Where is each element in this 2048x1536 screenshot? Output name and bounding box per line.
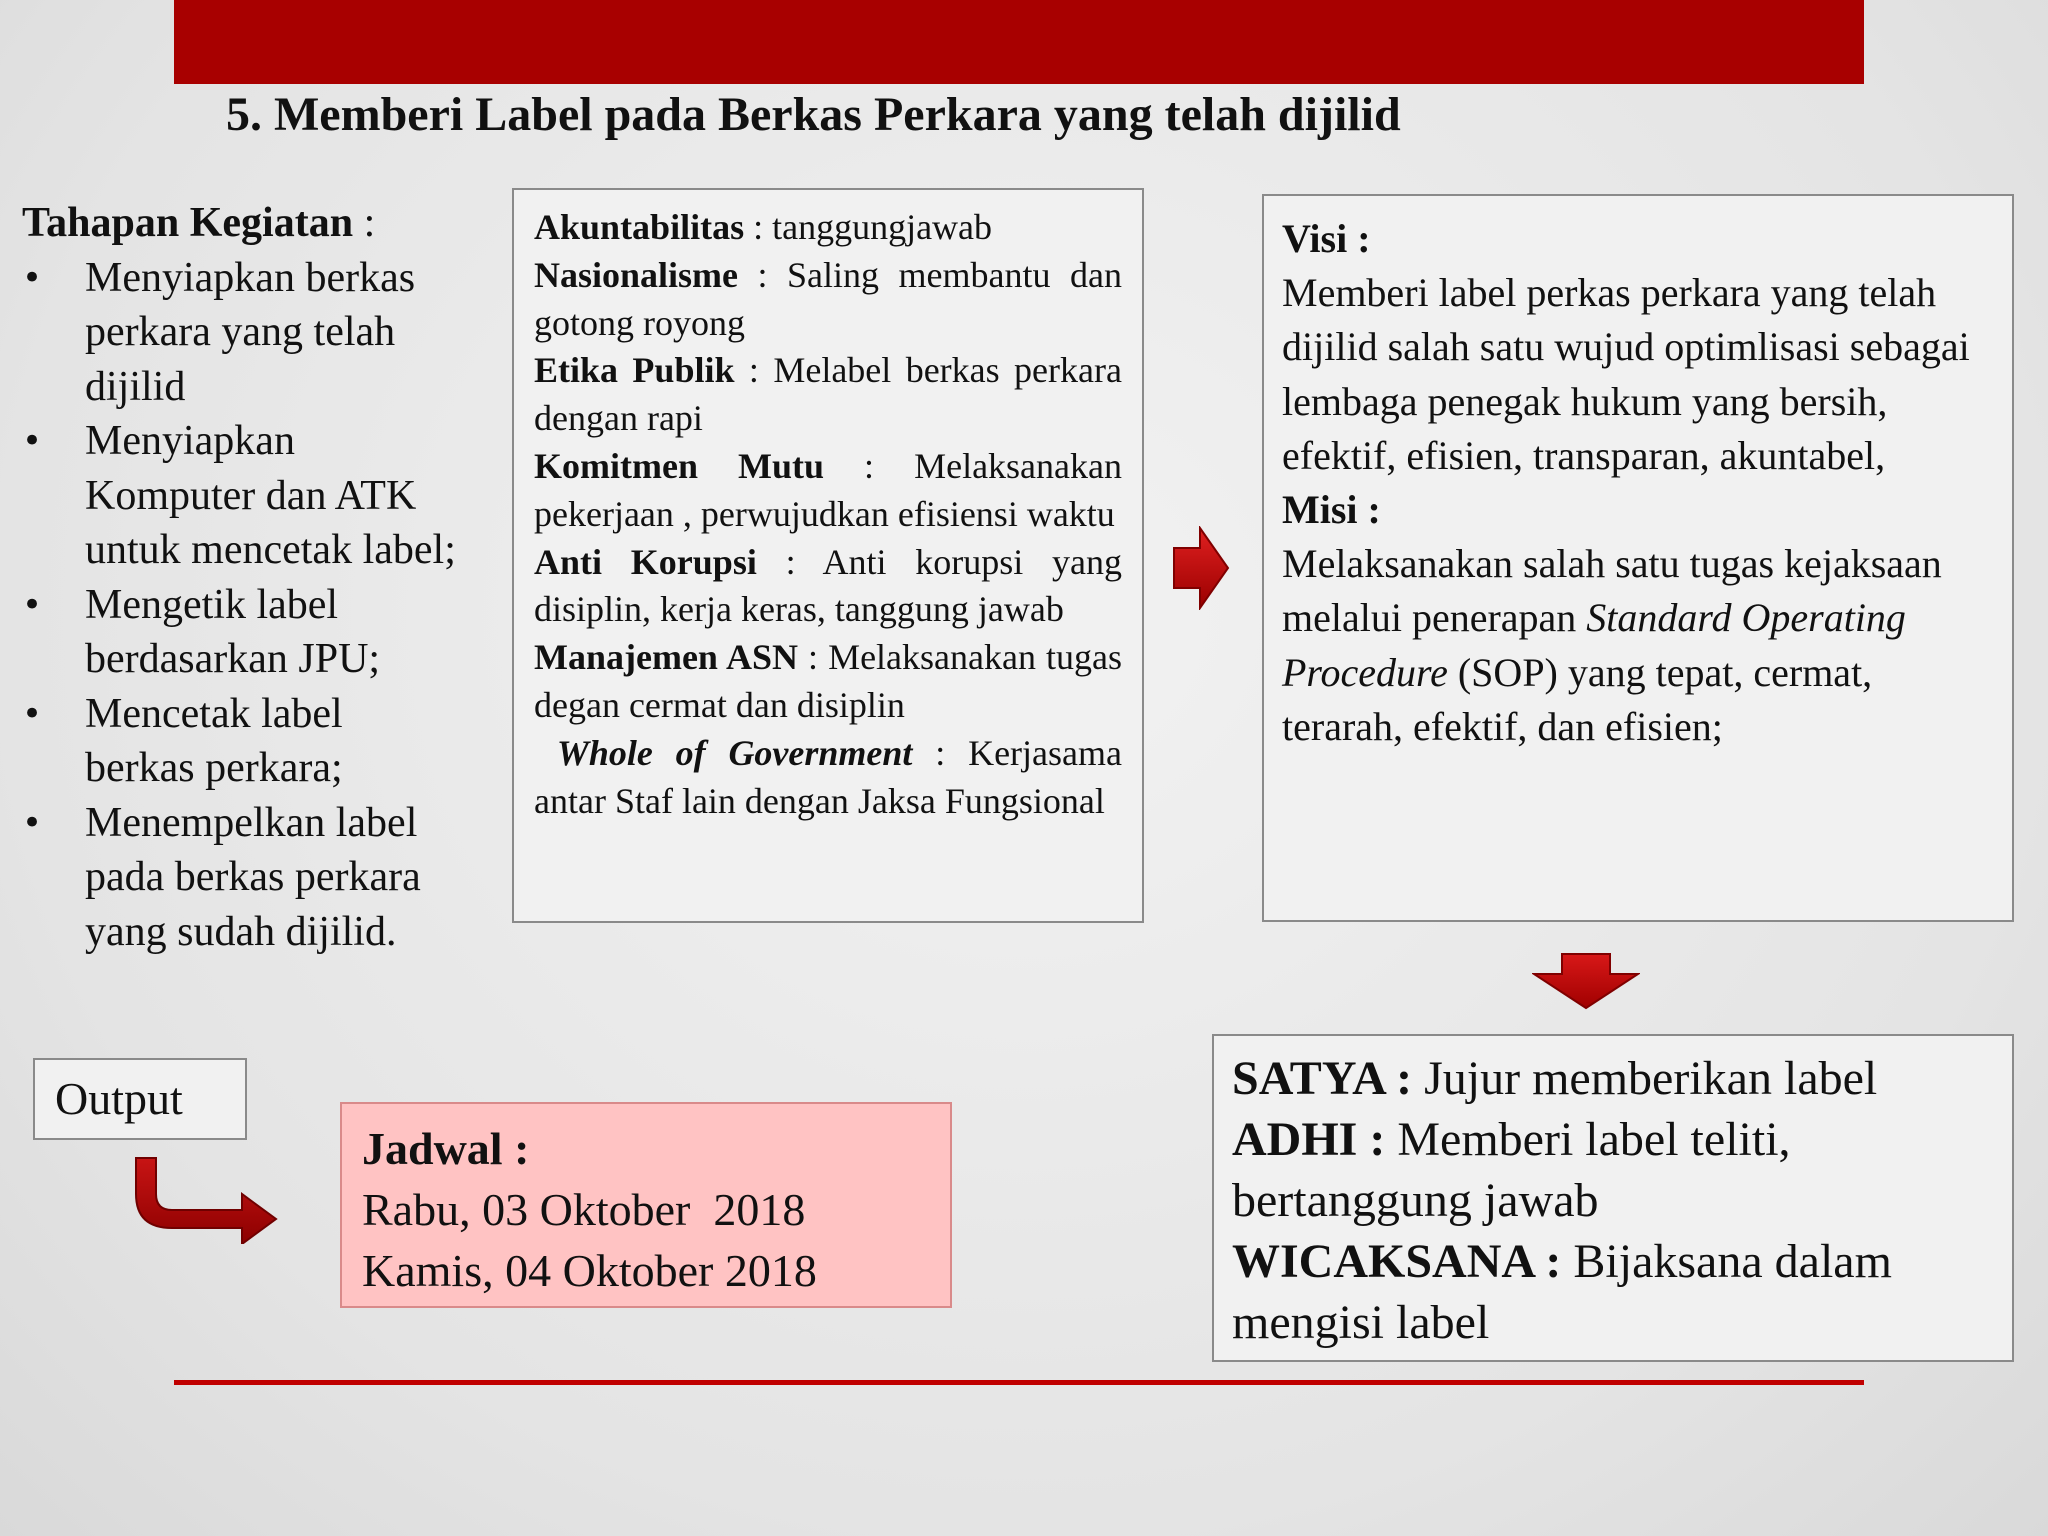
jadwal-box [340, 1102, 952, 1308]
misi-text: Melaksanakan salah satu tugas kejaksaan melalui penerapan Standard Operating Procedure (SOP) yang tepat, cermat, terarah, efektif, dan efisien; [1282, 541, 1942, 749]
down-arrow-icon [1532, 952, 1640, 1010]
nilai-dasar-box [512, 188, 1144, 923]
value-item: Whole of Government : Kerjasama antar Staf lain dengan Jaksa Fungsional [534, 732, 1122, 821]
curved-arrow-icon [130, 1154, 280, 1244]
value-item: Akuntabilitas : tanggungjawab [534, 207, 993, 247]
header-bar [174, 0, 1864, 84]
tahapan-kegiatan [22, 196, 462, 959]
jadwal-label: Jadwal : [362, 1123, 530, 1174]
tahapan-heading: Tahapan Kegiatan : [22, 200, 376, 246]
adhi-item: ADHI : Memberi label teliti, bertanggung jawab [1232, 1113, 1791, 1227]
list-item: • Mengetik label berdasarkan JPU; [22, 578, 462, 687]
value-item: Anti Korupsi : Anti korupsi yang disiplin, kerja keras, tanggung jawab [534, 541, 1123, 630]
misi-label: Misi : [1282, 487, 1381, 533]
satya-adhi-wicaksana-box [1212, 1034, 2014, 1362]
visi-text: Memberi label perkas perkara yang telah dijilid salah satu wujud optimlisasi sebagai lembaga penegak hukum yang bersih, efektif, efisien, transparan, akuntabel, [1282, 270, 1970, 478]
list-item: • Menempelkan label pada berkas perkara yang sudah dijilid. [22, 796, 462, 960]
visi-label: Visi : [1282, 216, 1371, 261]
wicaksana-item: WICAKSANA : Bijaksana dalam mengisi label [1232, 1235, 1892, 1349]
jadwal-date: Rabu, 03 Oktober 2018 [362, 1184, 806, 1235]
list-item: • Mencetak label berkas perkara; [22, 687, 462, 796]
page-title: 5. Memberi Label pada Berkas Perkara yang telah dijilid [226, 88, 1401, 141]
value-item: Etika Publik : Melabel berkas perkara dengan rapi [534, 350, 1122, 439]
list-item: • Menyiapkan berkas perkara yang telah dijilid [22, 251, 462, 415]
right-arrow-icon [1172, 526, 1230, 610]
jadwal-date: Kamis, 04 Oktober 2018 [362, 1245, 817, 1296]
visi-misi-box [1262, 194, 2014, 922]
value-item: Manajemen ASN : Melaksanakan tugas degan cermat dan disiplin [534, 637, 1122, 725]
list-item: • Menyiapkan Komputer dan ATK untuk mencetak label; [22, 414, 462, 578]
value-item: Nasionalisme : Saling membantu dan gotong royong [534, 254, 1122, 343]
satya-item: SATYA : Jujur memberikan label [1232, 1052, 1878, 1105]
tahapan-list [22, 251, 462, 960]
value-item: Komitmen Mutu : Melaksanakan pekerjaan , perwujudkan efisiensi waktu [534, 445, 1122, 534]
output-label: Output [33, 1058, 247, 1140]
footer-line [174, 1380, 1864, 1385]
